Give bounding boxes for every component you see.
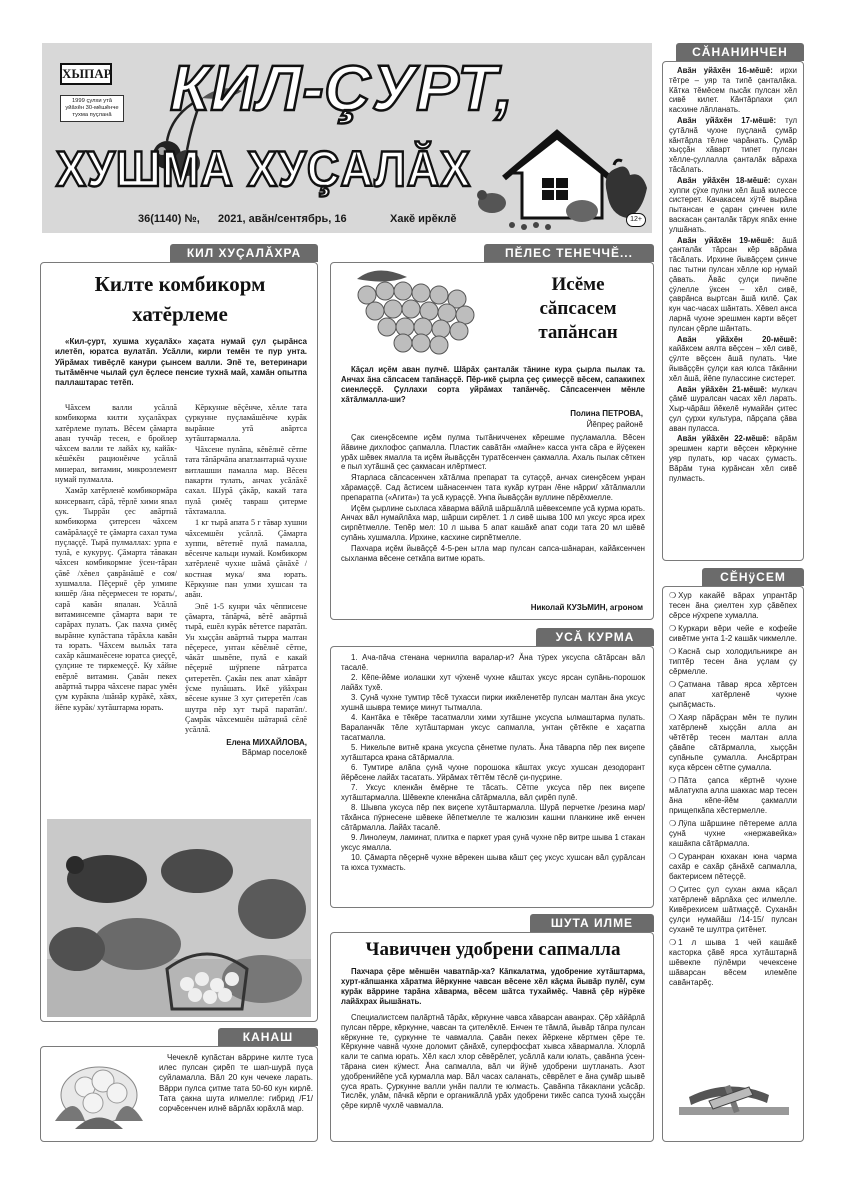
omen-text: тул çутăлнă чухне пуçланă çумăр кăнтăрла тĕлне чарăнать. Çумăр хыççăн хăварт типет пулсан хĕлле-çуллалла çанталăк вăраха тăсăлать. [669, 115, 797, 174]
omen-text: мулкач çăмĕ шуралсан часах хĕл ларать. Хыр-чăрăш йĕкелĕ нумайăн çитес çул çурхи культура, пăрçапа çăва аван пуласса. [669, 384, 797, 433]
omen-day: Авăн уйăхĕн 19-мĕшĕ: [677, 235, 775, 245]
usa-tip: 1. Ача-пăча стенана чернилпа варалар-и? Ăна тÿрех уксуспа сăтăрсан вăл тасалĕ. [341, 653, 645, 672]
omen-text: сухан хуппи çÿхе пулни хĕл ăшă килессе систерет. Качакасем хÿтĕ вырăна пытансан е çаран çинчен киле васкасан çанталăк тăрук япăх енне улшăнать. [669, 175, 797, 234]
founding-note: 1999 çулхи утă уйăхĕн 30-мĕшĕнче тухма пуçланă [60, 95, 124, 122]
senusem-tip: ❍ Лÿпа шăршине пĕтереме алла çунă чухне «нержавейка» кашăкпа сăтăрмалла. [669, 819, 797, 849]
omen-day: Авăн уйăхĕн 20-мĕшĕ: [677, 334, 797, 344]
article-shuta-body: Специалистсем палăртнă тăрăх, кĕркунне чавса хăварсан аванрах. Çĕр хăйăрлă пулсан пĕрре, кĕркунне, чавсан та çителĕклĕ. Енчен те тăмлă, йывăр тăпра пулсан кĕркунне те, çуркунне те чавмалла. Çавăн пекех йĕркене кĕртмен çĕре те. Кĕркунне чавнă чухне доломит çăнăхĕ, суперфосфат хывса хăвармалла. Хлорлă кали те сапма юрать. Хĕл касл хлор сĕвĕрĕлет, усăллă кали юлать, çавăнпа ÿсен-тăрана сиен кÿмест. Ăна сапмалла, вăл чи йÿнĕ удобрени шутланать. Азот удобренийĕпе усă курмалла мар. Вăл часах саланать, сĕврĕлет е ăна çумăр шывĕ çуса ярать. Çуркунне валли унăн палли те юлмасть. Çавăнпа тăкаклани усăсăр. Тислĕк, улăм, пăчкă кĕрпи е органикăллă урăх удобрени тикĕс сапса тухнă хыççăн çĕре кирлĕ чухлĕ чавмалла. [341, 1013, 645, 1111]
section-usa-header: УСĂ КУРМА [536, 628, 654, 646]
article-kil-signature: Елена МИХАЙЛОВА, [226, 737, 307, 747]
age-badge: 12+ [626, 213, 646, 227]
section-kil-header: КИЛ ХУÇАЛĂХРА [170, 244, 318, 262]
article-kil-col2 [185, 403, 307, 758]
usa-tip: 8. Шывпа уксуса пĕр пек виçепе хутăштармалла. Шурă перчетке /резина мар/ тăхăнса пÿрнесене шĕвеке йĕпетмелле те жалюзин кашни планкине икĕ енчен сăтăрмалла. Лайăх тасалĕ. [341, 803, 645, 833]
omen-entry [669, 385, 797, 434]
article-peles-signature-1-place: Йĕпреç районĕ [586, 420, 643, 429]
issue-date: 2021, авăн/сентябрь, 16 [218, 213, 347, 225]
chickens-illustration [47, 819, 311, 1017]
article-kil-signature-place: Вăрмар поселокĕ [242, 747, 307, 757]
usa-tip: 9. Линолеум, ламинат, плитка е паркет урая çунă чухне пĕр витре шыва 1 стакан уксус ямалла. [341, 833, 645, 853]
usa-tip: 3. Çунă чухне тумтир тĕсĕ тухасси пирки иккĕленетĕр пулсан малтан ăна уксус хушнă шывра темиçе минут тытмалла. [341, 693, 645, 712]
section-senusem-header: СĔНÿСЕМ [702, 568, 804, 586]
article-shuta-title: Чавиччен удобрени сапмалла [365, 939, 621, 960]
article-kil-col1 [55, 403, 177, 714]
usa-tip: 7. Уксус кленкăн ĕмĕрне те тăсать. Сĕтпе уксуса пĕр пек виçепе хутăштармалла. Шĕвекпе кленкăна сăтăрмалла, вăл çирĕп пулĕ. [341, 783, 645, 803]
senusem-tip: ❍ Суранран юхакан юна чарма сахăр е сахăр çăнăхĕ сапмалла, бактерисем пĕтеççĕ. [669, 852, 797, 882]
omen-text: кайăксем аялта вĕçсен – хĕл сивĕ, çÿлте вĕçсен ăшă пулать. Чие йывăççĕн çулçи кая юлса тăкăнни хĕл ăшă, йĕпе пулассине систерет. [669, 344, 797, 383]
usa-tip: 10. Çăмарта пĕçернĕ чухне вĕрекен шыва кăшт çеç уксус хушсан вăл çурăлсан та юхса тухмасть. [341, 853, 645, 873]
usa-tip: 5. Никельпе витнĕ крана уксуспа çĕнетме пулать. Ăна тăварпа пĕр пек виçепе хутăштарса крана сăтăрмалла. [341, 743, 645, 762]
cauliflower-illustration [45, 1051, 153, 1137]
omen-day: Авăн уйăхĕн 18-мĕшĕ: [677, 175, 771, 185]
hammer-nail-illustration [669, 1067, 799, 1137]
price: Хакĕ ирĕклĕ [390, 213, 457, 225]
article-kanash [40, 1046, 318, 1142]
omen-text: вăрăм эрешмен карти вĕçсен кĕркунне уяр пулать, юр часах çумасть. Вăрăм туна курăнсан хĕл сивĕ пулмасть. [669, 434, 797, 483]
senusem-tip: ❍ Хур какайĕ вăрах упрантăр тесен ăна çиелтен хур çăвĕпех сĕрсе нÿхрепе хумалла. [669, 591, 797, 621]
article-kil-paragraph: 1 кг тырă апата 5 г тăвар хушни чăхсемшĕн усăллă. Çăмарта хуппи, вĕтетнĕ пулă памалла, вĕсенче кальци нумай. Комбикорм хатĕрленĕ чухне шăмă çăнăхĕ /костная мука/ яма юрать. Кĕркунне пан улми хушсан та авăн. [185, 518, 307, 600]
article-kil-paragraph: Эпĕ 1-5 кунри чăх чĕпписене çăмарта, тăпăрчă, вĕтĕ авăртнă тырă, ешĕл курăк вĕтетсе паратăп. Ун хыççăн авăртнă тырра малтан пĕçересе, унтан кĕвĕлнĕ сĕтпе, чăкăт шывĕпе, пулă е какай пĕçернĕ шÿрпепе пăтратса çитеретĕп. Çакăн пек апат хăвăрт ÿсме пулăшать. Икĕ уйăхран вĕсене кунне 3 хут çитеретĕп /сав шутра пĕр хут тырă паратăп/. Çамрăк чăхсемшĕн шăтарнă сĕлĕ усăллă. [185, 601, 307, 735]
article-peles-paragraph: Ятарласа сăпсасенчен хăтăлма препарат та сутаççĕ, анчах сиенçĕсем унран хăрамаççĕ. Сад ăстисем шăнасенчен тата кукăр кутран /ĕне нăрри/ хăтăлмалли препаратпа («Агита») та усă кураççĕ. Унпа йывăççăн вуллине пĕрĕхмелле. [341, 473, 645, 502]
title-line-2: ХУШМА ХУÇАЛĂХ [56, 141, 472, 197]
senusem-tip: ❍ Хаяр пăрăçран мĕн те пулин хатĕрленĕ хыççăн алла ан чĕтĕтĕр тесен малтан алла çăвăпе сăтăрмалла, хыççăн супăньпе çумалла. Ансăртран куçа кĕрсен сĕтпе çумалла. [669, 713, 797, 773]
article-peles-title-line: сăпсасем [539, 298, 617, 319]
omen-day: Авăн уйăхĕн 16-мĕшĕ: [677, 66, 773, 75]
omen-day: Авăн уйăхĕн 17-мĕшĕ: [677, 115, 777, 125]
omen-text: ирхи тĕтре – уяр та типĕ çанталăка. Кăтка тĕмĕсем пысăк пулсан хĕл сивĕ килет. Кăнтăрлахи çил касхине лăпланать. [669, 66, 797, 115]
article-senusem [662, 586, 804, 1142]
article-kil-paragraph: Чăхсене пулăпа, кĕвĕлнĕ сĕтпе тата тăпăрчăпа апатлантарнă чухне витлашши памалла мар. Вĕсен пакарти тулать, анчах усăлăхĕ сахал. Шурă çăкăр, какай тата пулă çимĕç тавраш çитерме тăхтамалла. [185, 445, 307, 516]
article-peles-title-line: тапăнсан [538, 322, 618, 343]
article-peles-signature-2: Николай КУЗЬМИН, агроном [530, 603, 643, 612]
article-kil [40, 262, 318, 1022]
omen-day: Авăн уйăхĕн 21-мĕшĕ: [677, 384, 767, 394]
grapes-illustration [337, 265, 497, 361]
article-peles-body [341, 433, 645, 564]
article-peles-title-line: Исĕме [551, 274, 605, 295]
senusem-tip: ❍ 1 л шыва 1 чей кашăкĕ касторка çăвĕ ярса хутăштарнă шĕвекпе пÿлĕмри чечексене шăварсан вĕсем илемĕпе савăнтарĕç. [669, 938, 797, 988]
article-peles-lead: Кăçал иçĕм аван пулчĕ. Шăрăх çанталăк тăнине кура çырла пылак та. Анчах ăна сăпсасем тапăнаççĕ. Пĕр-икĕ çырла çеç çимеççĕ вĕсем, сапакипех сиенлеççĕ. Çуллахи сорта уйрăмах тапăнчĕç. Сăпсасенчен мĕнле хăтăлмалла-ши? [341, 365, 645, 404]
title-line-1: КИЛ-ÇУРТ, [170, 52, 514, 124]
article-peles-paragraph: Çак сиенçĕсемпе иçĕм пулма тытăничченех кĕрешме пуçламалла. Вĕсен йăвине дихлофос çапмалла. Пластик савăтăн «майне» касса унта сăра е йÿçекен урăх шĕвек ямалла та иçĕм йывăççĕн туратĕсенчен çакмалла. Ахаль пылак сĕткен е пыл хутăшнă çес çакмасан илĕртмест. [341, 433, 645, 472]
article-usa [330, 646, 654, 908]
article-kil-title: Килте комбикорм хатĕрлеме [94, 272, 266, 326]
logo-badge: ХЫПАР [60, 63, 112, 85]
senusem-tip: ❍ Çатмана тăвар ярса хĕртсен апат хатĕрленĕ чухне çыпăçмасть. [669, 680, 797, 710]
article-shuta [330, 932, 654, 1142]
omen-entry [669, 176, 797, 235]
article-kil-paragraph: Чăхсем валли усăллă комбикорма килти хуçалăхрах хатĕрлеме пулать. Вĕсем çăмарта аван туччăр тесен, е бройлер чăхсем валли те лайăх ку, кайăк-кĕшĕкĕн рационĕнче усăллă минерал, витамин, микроэлемент нумай пулмалла. [55, 403, 177, 485]
section-peles-header: ПĔЛЕС ТЕНЕЧЧĔ... [484, 244, 654, 262]
section-kanash-header: КАНАШ [218, 1028, 318, 1046]
usa-tip: 6. Тумтире алăпа çунă чухне порошока кăштах уксус хушсан дезодорант йĕрĕсене лайăх тасатать. Уйрăмах тĕттĕм тĕслĕ çи-пуçрине. [341, 763, 645, 783]
chickens-photo [47, 819, 311, 1017]
article-peles-signature-1: Полина ПЕТРОВА, [570, 409, 643, 418]
omen-text: ăшă çанталăк тăрсан кĕр вăрăма тăсăлать. Ирхине йывăççем çинче пас тытни пулсан хĕлле юр нумай çăвать. Ăвăс çулçи пичĕпе çÿлелле ÿксен – хĕл сивĕ, çаврăнса выртсан ăшă килĕ. Çак кун час-часах шăнтать. Хĕвел анса ларнă чухне эрешмен карти вĕçет пулсан çĕрле шăнтать. [669, 235, 797, 333]
issue-number: 36(1140) №, [138, 213, 200, 225]
section-shuta-header: ШУТА ИЛМЕ [530, 914, 654, 932]
article-kil-paragraph: Хамăр хатĕрленĕ комбикормăра консервант, сăрă, тĕрлĕ хими япал çук. Тыррăн çес авăртнă комбикорма çитерсен чăхсем самăрăлаççĕ те çăмарта сахал тума пуçлаççĕ. Тырă пулмаллах: урпа е тулă, е кукуруç. Çăмарта тăвакан чăхсен комбикормне ÿсен-тăран çăвĕ /хĕвел çаврăнăшĕ е соя/ хушмалла. Пĕçернĕ çĕр улмипе кишĕр /ăна пĕçермесен те юрать/, сарă кавăн япалан. Усăллă витаминсемпе çăмарта вари те сарăрах пулать. Çак пахча çимĕç вырăнне купăстапа тăрăхла кавăн та юрать. Чăхсем выльăх тата сахăр кăшманĕсене юратса çиеççĕ, çулçине те тиркемеççĕ. Ку хăйне евĕрлĕ витамин. Çавăн пекех авăртнă тырра чăхсене парас умĕн çум курăкпа /шăнăр курăкĕ, хăях, йĕпе курăк/ хутăштарма юрать. [55, 486, 177, 712]
article-kil-paragraph: Кĕркунне вĕçĕнче, хĕлле тата çуркунне пуçламăшĕнче курăк вырăнне утă авăртса хутăштармалла. [185, 403, 307, 443]
article-shuta-lead: Пахчара çĕре мĕншĕн чаватпăр-ха? Кăпкалатма, удобрение хутăштарма, хурт-кăпшанка хăратма йĕркунне чавсан вĕсене хĕл кăçма йывăр пулĕ/, сум курăк вăррине тарăна хăварма, вĕсем шăтса тухаймĕç. Чавнă çĕр нÿрĕке лайăхрах йышăнать. [341, 967, 645, 1006]
article-peles-title [509, 273, 647, 345]
article-peles-paragraph: Пахчара иçĕм йывăççĕ 4-5-рен ытла мар пулсан сапса-шăнаран, кайăксенчен сыхланма вĕсене сеткăпа витме юрать. [341, 543, 645, 563]
article-sananinchen [662, 61, 804, 561]
article-kil-lead: «Кил-çурт, хушма хуçалăх» хаçата нумай çул çырăнса илетĕп, юратса вулатăп. Усăлли, кирли темĕн те пур унта. Уйрăмах тивĕçлĕ канури çынсем валли. Эпĕ те, ветеринари тытăмĕнче чылай çул ĕçлесе пенсие тухнă май, хамăн опытпа паллаштарас тетĕп. [55, 337, 307, 388]
masthead [42, 43, 652, 233]
section-sananinchen-header: СĂНАНИНЧЕН [676, 43, 804, 61]
omen-entry [669, 66, 797, 115]
senusem-tip: ❍ Куркари вĕри чейе е кофейе сивĕтме унта 1-2 кашăк чикмелле. [669, 624, 797, 644]
senusem-tip: ❍ Каснă сыр холодильникре ан типтĕр тесен ăна уçлам çу сĕрмелле. [669, 647, 797, 677]
senusem-tip: ❍ Çитес çул сухан акма кăçал хатĕрленĕ вăрлăха çес илмелле. Кивĕрехисем шăтмаççĕ. Суханăн çулçи нумайăш /14-15/ пулсан суханĕ те шултра çитĕнет. [669, 885, 797, 935]
senusem-tip: ❍ Пăта çапса кĕртнĕ чухне мăлатукпа алла шаккас мар тесен ăна кĕпе-йĕм çакмалли прищепкăпа хĕстермелле. [669, 776, 797, 816]
usa-tip: 2. Кĕпе-йĕме иолашки хут чÿхенĕ чухне кăштах уксус ярсан супăнь-порошок лайăх тухĕ. [341, 673, 645, 692]
omen-entry [669, 335, 797, 384]
omen-entry [669, 116, 797, 175]
usa-tips-list [341, 653, 645, 874]
omen-day: Авăн уйăхĕн 22-мĕшĕ: [677, 434, 770, 444]
article-peles-paragraph: Иçĕм çырлине сыхласа хăварма вăйлă шăршăллă шĕвексемпе усă курма юрать. Анчах вăл нумайлăха мар, шăрши сирĕлет. 1 л сивĕ шыва 100 мл уксус ярса ирех сирпĕтмелле. Тепĕр мел: 10 л шыва 5 апат кашăкĕ апат соди тата 20 мл шĕвĕ супăнь хушмалла. Ирхине, касхине сирпĕтмелле. [341, 503, 645, 542]
usa-tip: 4. Кантăка е тĕкĕре тасатмалли хими хутăшне уксуспа ылмаштарма пулать. Вараланчăк тĕле хутăштарман уксус сапмалла, унтан çĕтĕкпе е хаçатпа тасатмалла. [341, 713, 645, 742]
omen-entry [669, 236, 797, 334]
omen-entry [669, 434, 797, 483]
article-peles [330, 262, 654, 620]
senusem-list [669, 591, 797, 988]
article-kanash-body: Чечеклĕ купăстан вăррине килте туса илес пулсан çирĕп те шап-шурă пуçа суйламалла. Вăл 20 кун чечеке ларать. Вăрри пулса çитме тата 50-60 кун кирлĕ. Тата çакна шута илмелле: гибрид /F1/ сорчĕсенчен илнĕ вăрлăх юрăхлă мар. [159, 1053, 313, 1114]
